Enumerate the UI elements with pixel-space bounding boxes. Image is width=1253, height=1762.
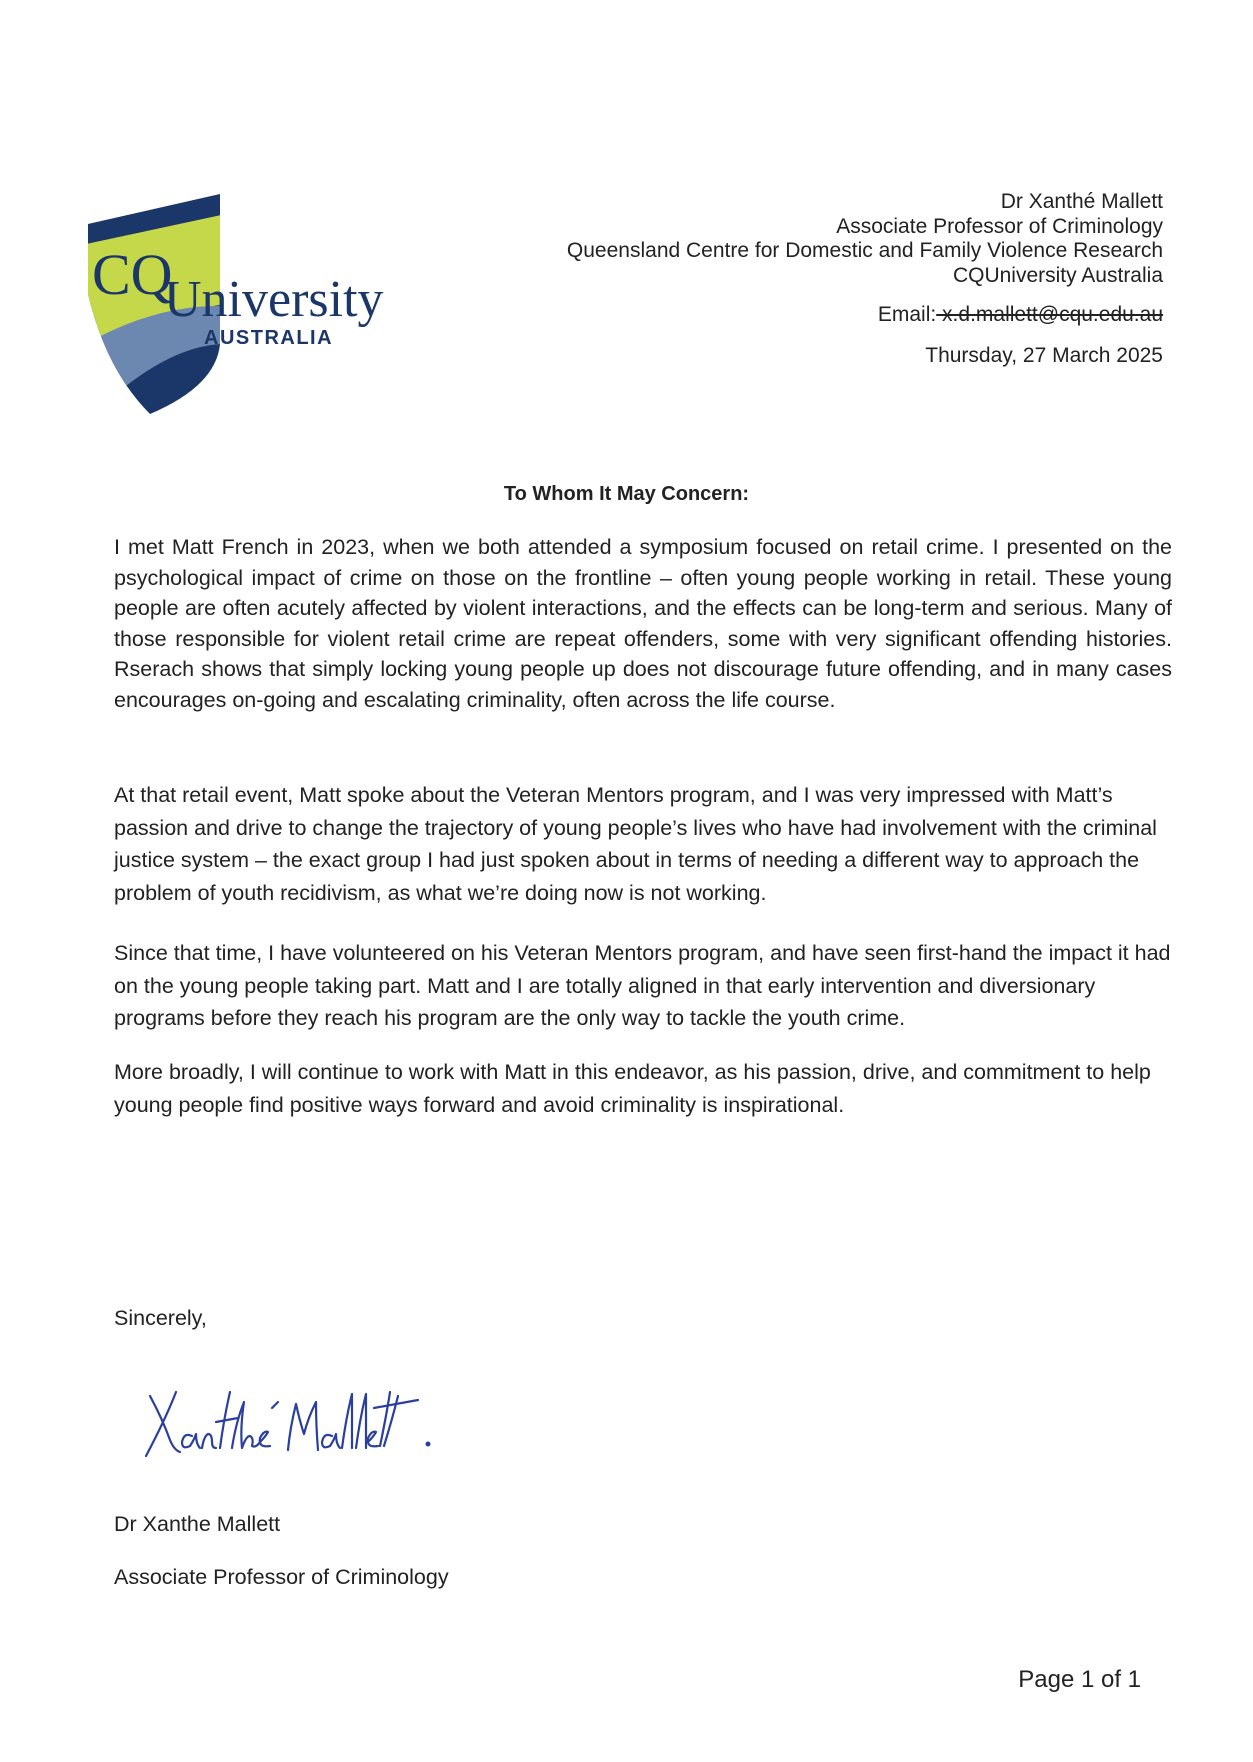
letterhead-email [443, 303, 1163, 328]
letter-date: Thursday, 27 March 2025 [925, 343, 1163, 367]
paragraph-3: Since that time, I have volunteered on his Veteran Mentors program, and have seen first-hand the impact it had on the young people taking part. Matt and I are totally aligned in that early intervention and diversionary programs before they reach his program are the only way to tackle the youth crime. [114, 941, 1171, 1030]
closing: Sincerely, [114, 1306, 207, 1330]
letterhead-centre: Queensland Centre for Domestic and Family Violence Research [566, 239, 1163, 262]
signatory-name: Dr Xanthe Mallett [114, 1512, 281, 1536]
signatory-title: Associate Professor of Criminology [114, 1565, 449, 1589]
letterhead [443, 190, 1163, 368]
salutation: To Whom It May Concern: [503, 483, 750, 505]
logo-wordmark: University [164, 271, 384, 328]
email-value: x.d.mallett@cqu.edu.au [936, 303, 1163, 326]
logo-letters: CQ [92, 242, 173, 307]
paragraph-1: I met Matt French in 2023, when we both attended a symposium focused on retail crime. I presented on the psychological impact of crime on those on the frontline – often young people working in retail. These young people are often acutely affected by violent interactions, and the effects can be long-term and serious. Many of those responsible for violent retail crime are repeat offenders, some with very significant offending histories. Rserach shows that simply locking young people up does not discourage future offending, and in many cases encourages on-going and escalating criminality, often across the life course. [114, 535, 1172, 712]
letterhead-title: Associate Professor of Criminology [836, 214, 1163, 238]
email-label: Email: [877, 303, 937, 326]
letterhead-university: CQUniversity Australia [952, 263, 1163, 287]
letterhead-name: Dr Xanthé Mallett [1000, 190, 1163, 213]
cqu-logo [86, 194, 446, 414]
paragraph-2: At that retail event, Matt spoke about the Veteran Mentors program, and I was very impressed with Matt’s passion and drive to change the trajectory of young people’s lives who have had involvement with the criminal justice system – the exact group I had just spoken about in terms of needing a different way to approach the problem of youth recidivism, as what we’re doing now is not working. [114, 783, 1157, 905]
paragraph-4: More broadly, I will continue to work with Matt in this endeavor, as his passion, drive, and commitment to help young people find positive ways forward and avoid criminality is inspirational. [114, 1060, 1151, 1117]
page-number: Page 1 of 1 [1018, 1666, 1141, 1693]
logo-country: AUSTRALIA [204, 327, 334, 349]
handwritten-signature [140, 1378, 440, 1468]
